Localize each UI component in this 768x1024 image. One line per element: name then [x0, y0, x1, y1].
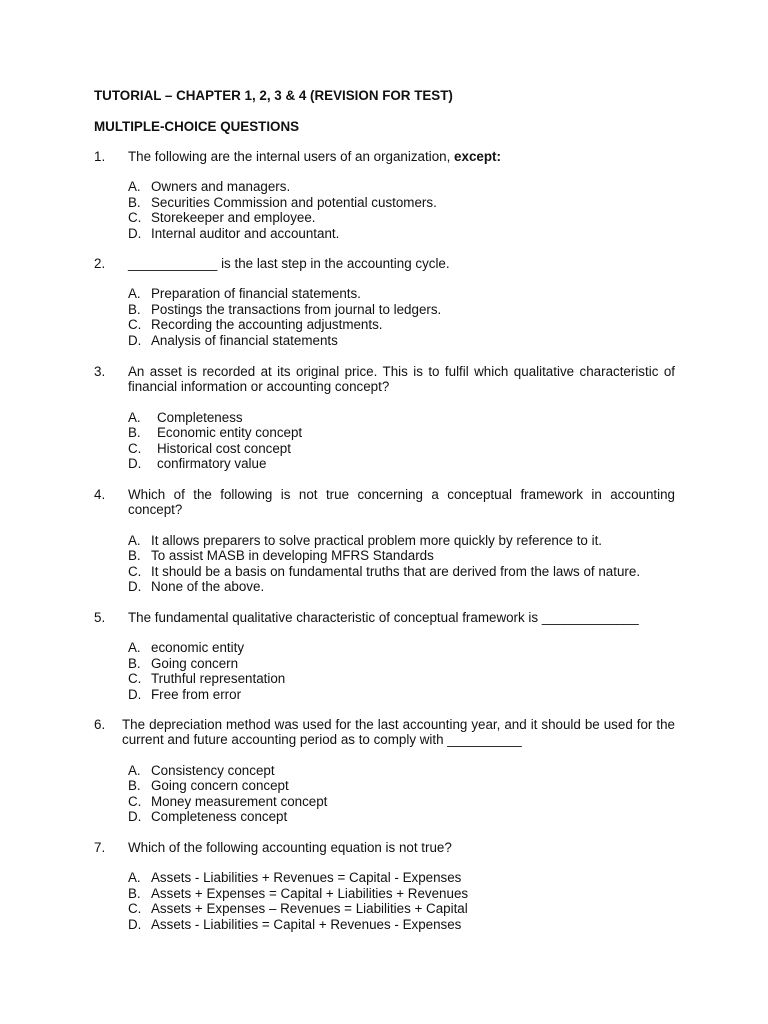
option-b: B. Assets + Expenses = Capital + Liabilities + Revenues: [128, 885, 469, 901]
option-a: A. economic entity: [128, 640, 245, 656]
question-1: [94, 149, 675, 241]
option-list: [128, 179, 675, 241]
question-number: 3.: [94, 364, 106, 379]
option-list: [128, 286, 675, 348]
option-c: C. Recording the accounting adjustments.: [128, 317, 383, 333]
question-text: The depreciation method was used for the last accounting year, and it should be used for the current and future accounting period as to comply with __________: [122, 717, 675, 748]
option-d: D. Free from error: [128, 686, 242, 702]
option-b: B. Going concern: [128, 655, 239, 671]
option-c: C. Historical cost concept: [128, 440, 291, 456]
option-a: A. Assets - Liabilities + Revenues = Capital - Expenses: [128, 870, 462, 886]
question-6: [94, 717, 675, 824]
question-5: [94, 610, 675, 702]
option-a: A. Owners and managers.: [128, 179, 291, 195]
option-c: C. Assets + Expenses – Revenues = Liabilities + Capital: [128, 901, 468, 917]
option-c: C. It should be a basis on fundamental truths that are derived from the laws of nature.: [128, 563, 641, 579]
question-number: 1.: [94, 149, 106, 164]
question-text: The fundamental qualitative characteristic of conceptual framework is _____________: [128, 610, 639, 625]
option-list: [128, 870, 675, 932]
option-d: D. Completeness concept: [128, 808, 288, 824]
option-a: A. Consistency concept: [128, 762, 275, 778]
question-number: 2.: [94, 256, 106, 271]
option-b: B. To assist MASB in developing MFRS Standards: [128, 548, 434, 564]
option-d: D. Assets - Liabilities = Capital + Revenues - Expenses: [128, 916, 462, 932]
option-d: D. Internal auditor and accountant.: [128, 225, 340, 241]
option-b: B. Postings the transactions from journal to ledgers.: [128, 301, 442, 317]
option-list: [128, 640, 675, 702]
option-d: D. confirmatory value: [128, 455, 267, 471]
page-title: TUTORIAL – CHAPTER 1, 2, 3 & 4 (REVISION FOR TEST): [94, 88, 453, 103]
question-number: 5.: [94, 610, 106, 625]
option-d: D. Analysis of financial statements: [128, 332, 338, 348]
question-2: [94, 256, 675, 348]
option-c: C. Storekeeper and employee.: [128, 210, 316, 226]
option-a: A. It allows preparers to solve practical problem more quickly by reference to it.: [128, 532, 603, 548]
option-c: C. Truthful representation: [128, 671, 286, 687]
option-list: [128, 410, 675, 472]
question-text: The following are the internal users of an organization, except:: [128, 149, 501, 164]
section-heading: MULTIPLE-CHOICE QUESTIONS: [94, 119, 300, 134]
question-text: Which of the following accounting equation is not true?: [128, 840, 452, 855]
question-emphasis: except:: [454, 149, 501, 164]
option-a: A. Preparation of financial statements.: [128, 286, 361, 302]
option-d: D. None of the above.: [128, 578, 265, 594]
question-text: ____________ is the last step in the accounting cycle.: [128, 256, 450, 271]
question-number: 6.: [94, 717, 106, 732]
option-b: B. Securities Commission and potential customers.: [128, 194, 437, 210]
question-4: [94, 487, 675, 594]
option-a: A. Completeness: [128, 409, 243, 425]
option-c: C. Money measurement concept: [128, 793, 328, 809]
option-list: [128, 763, 675, 825]
question-3: [94, 364, 675, 471]
question-text: Which of the following is not true concerning a conceptual framework in accounting concept?: [128, 487, 675, 518]
option-b: B. Going concern concept: [128, 778, 289, 794]
question-text: An asset is recorded at its original price. This is to fulfil which qualitative characteristic of financial information or accounting concept?: [128, 364, 675, 395]
question-number: 7.: [94, 840, 106, 855]
option-b: B. Economic entity concept: [128, 425, 303, 441]
option-list: [128, 533, 675, 595]
question-number: 4.: [94, 487, 106, 502]
question-7: [94, 840, 675, 932]
